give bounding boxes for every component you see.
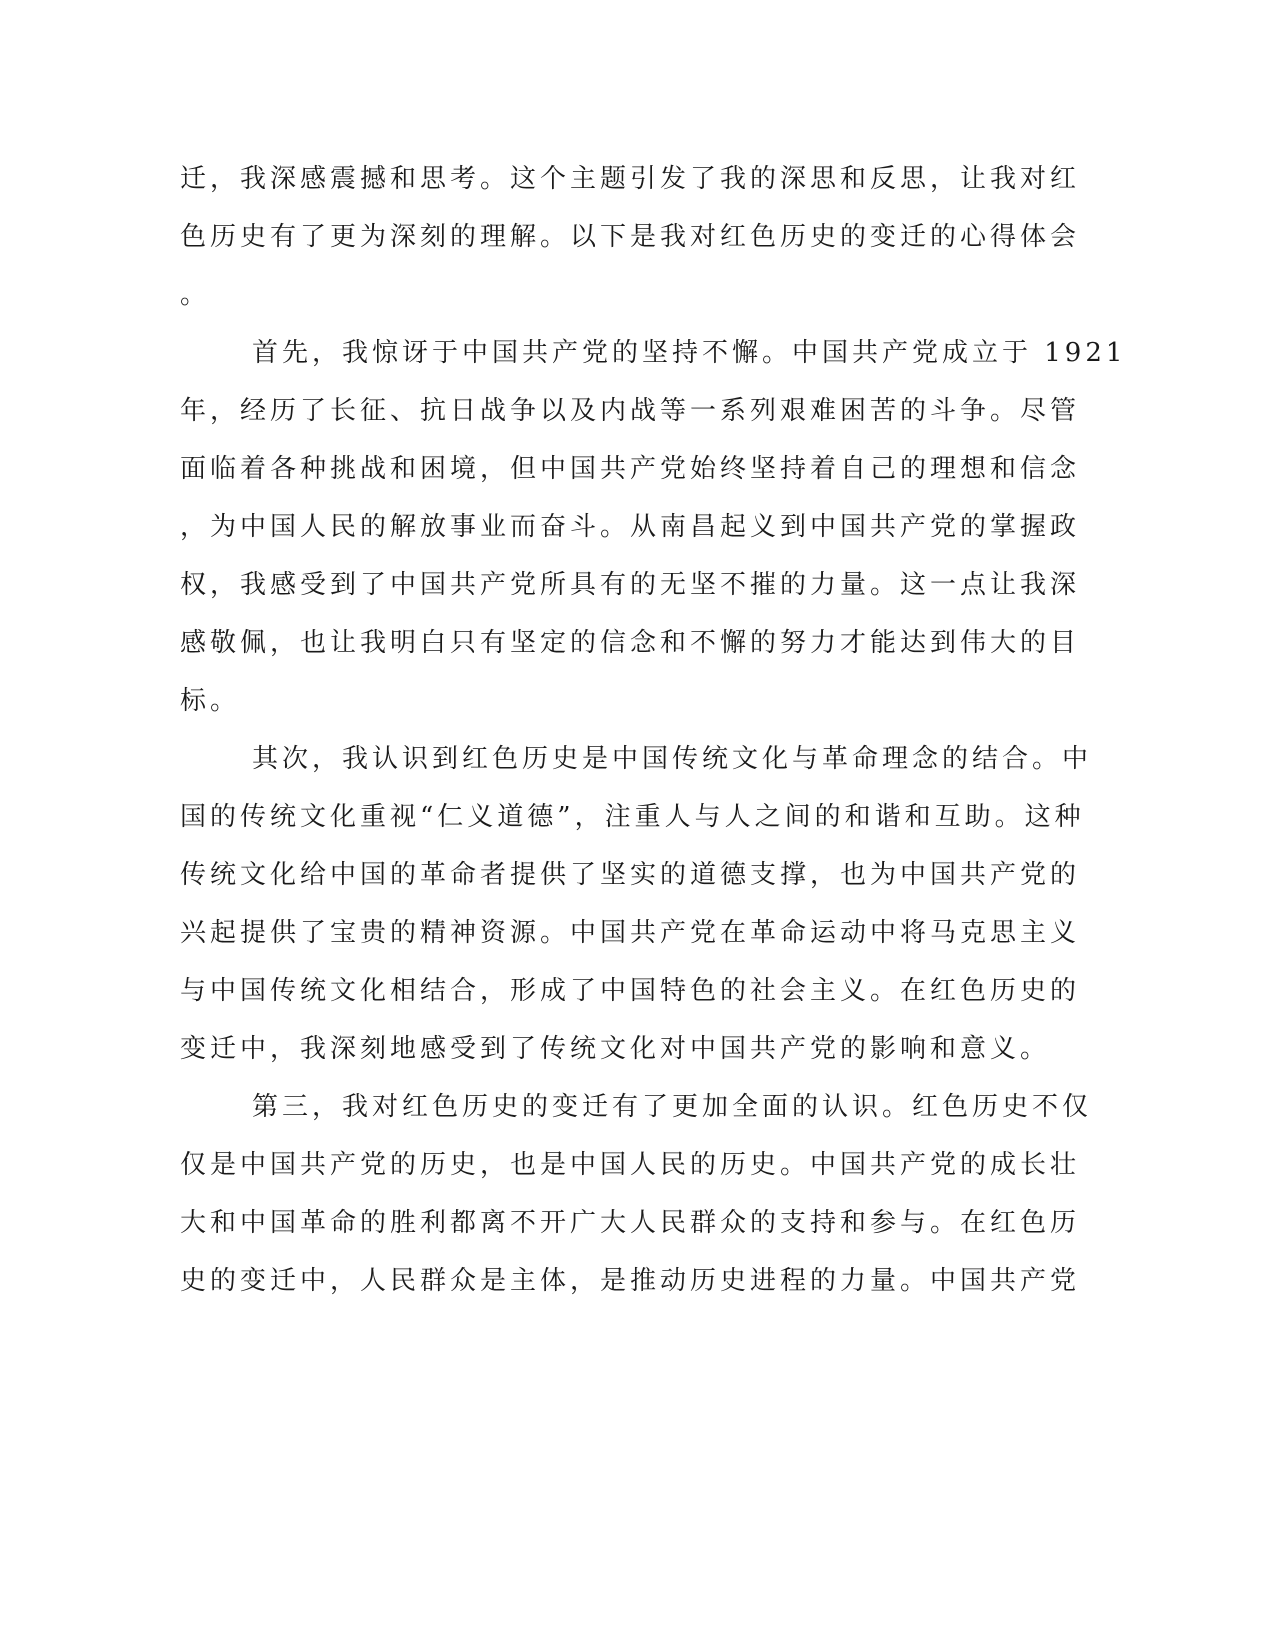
text-line: 权，我感受到了中国共产党所具有的无坚不摧的力量。这一点让我深: [180, 570, 1081, 600]
text-line: 传统文化给中国的革命者提供了坚实的道德支撑，也为中国共产党的: [180, 860, 1081, 890]
paragraph-first-line: 其次，我认识到红色历史是中国传统文化与革命理念的结合。中: [252, 744, 1093, 774]
text-line: 年，经历了长征、抗日战争以及内战等一系列艰难困苦的斗争。尽管: [180, 396, 1081, 426]
text-line: 大和中国革命的胜利都离不开广大人民群众的支持和参与。在红色历: [180, 1208, 1081, 1238]
text-line: 迁，我深感震撼和思考。这个主题引发了我的深思和反思，让我对红: [180, 164, 1081, 194]
text-line: 国的传统文化重视“仁义道德”，注重人与人之间的和谐和互助。这种: [180, 802, 1085, 832]
paragraph-first-line: 第三，我对红色历史的变迁有了更加全面的认识。红色历史不仅: [252, 1092, 1093, 1122]
text-line: 感敬佩，也让我明白只有坚定的信念和不懈的努力才能达到伟大的目: [180, 628, 1081, 658]
text-line: 兴起提供了宝贵的精神资源。中国共产党在革命运动中将马克思主义: [180, 918, 1081, 948]
text-line: 与中国传统文化相结合，形成了中国特色的社会主义。在红色历史的: [180, 976, 1081, 1006]
text-line: 标。: [180, 686, 241, 716]
text-line: 。: [180, 280, 211, 310]
paragraph-first-line: 首先，我惊讶于中国共产党的坚持不懈。中国共产党成立于 1921: [252, 338, 1127, 368]
text-line: 面临着各种挑战和困境，但中国共产党始终坚持着自己的理想和信念: [180, 454, 1081, 484]
document-body: [180, 150, 1127, 1310]
text-line: 变迁中，我深刻地感受到了传统文化对中国共产党的影响和意义。: [180, 1034, 1051, 1064]
text-line: 仅是中国共产党的历史，也是中国人民的历史。中国共产党的成长壮: [180, 1150, 1081, 1180]
text-line: 色历史有了更为深刻的理解。以下是我对红色历史的变迁的心得体会: [180, 222, 1081, 252]
text-line: ，为中国人民的解放事业而奋斗。从南昌起义到中国共产党的掌握政: [180, 512, 1081, 542]
text-line: 史的变迁中，人民群众是主体，是推动历史进程的力量。中国共产党: [180, 1266, 1081, 1296]
